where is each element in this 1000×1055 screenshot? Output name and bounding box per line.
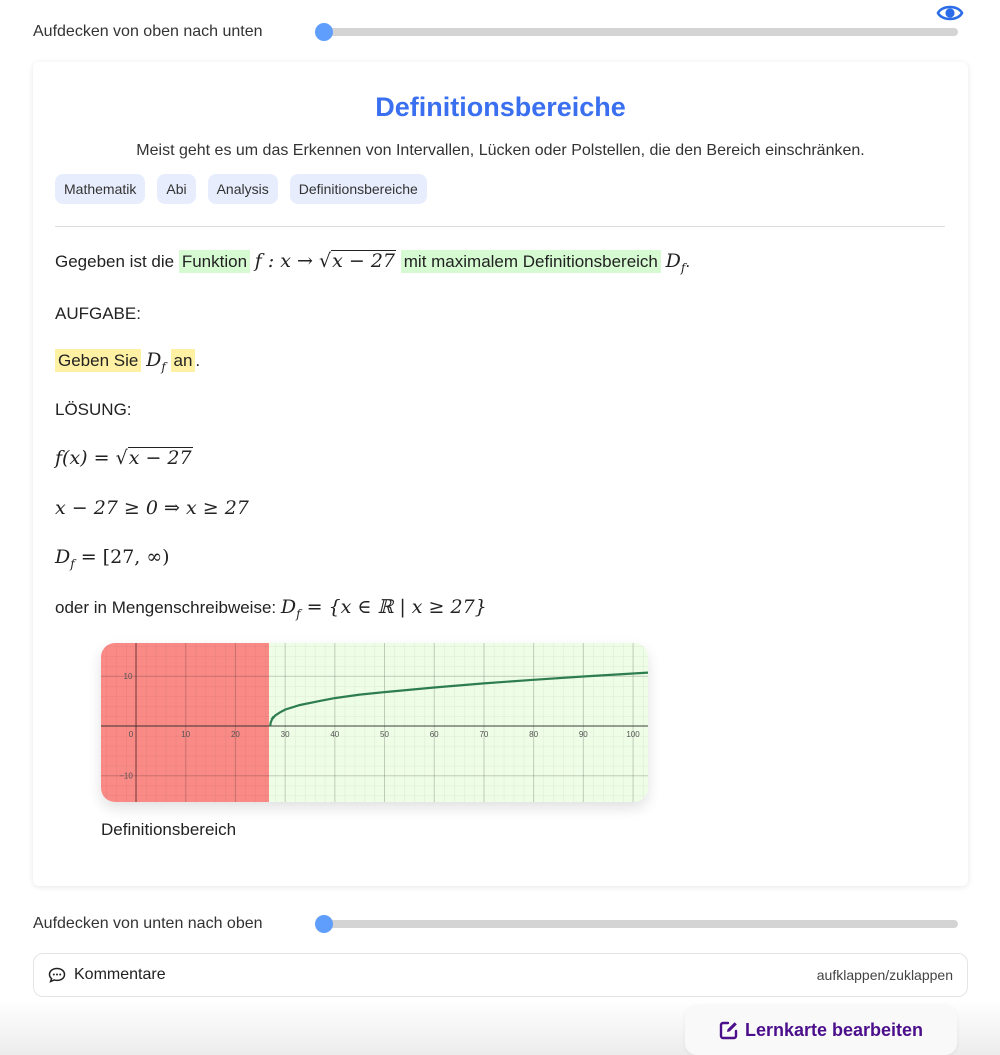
highlight-funktion: Funktion bbox=[179, 250, 250, 273]
svg-text:70: 70 bbox=[479, 730, 489, 739]
sol1-radicand: x − 27 bbox=[128, 447, 192, 469]
tag-list bbox=[55, 174, 427, 204]
solution-line-1: f(x) = √x − 27 bbox=[55, 447, 192, 469]
svg-text:30: 30 bbox=[280, 730, 290, 739]
function-formula: f : x → √x − 27 bbox=[254, 250, 396, 272]
given-prefix: Gegeben ist die bbox=[55, 252, 175, 271]
svg-text:60: 60 bbox=[429, 730, 439, 739]
comments-label: Kommentare bbox=[74, 966, 166, 983]
svg-text:−10: −10 bbox=[119, 771, 133, 781]
svg-text:50: 50 bbox=[380, 730, 389, 739]
d-sub: f bbox=[680, 260, 686, 275]
comment-icon bbox=[48, 967, 66, 983]
svg-text:f: f bbox=[270, 716, 274, 726]
svg-text:100: 100 bbox=[626, 730, 640, 739]
comments-panel-toggle[interactable] bbox=[33, 953, 968, 997]
d-sub: f bbox=[296, 606, 301, 621]
svg-text:40: 40 bbox=[330, 730, 340, 739]
divider bbox=[55, 226, 945, 227]
solution-line-2: x − 27 ≥ 0 ⇒ x ≥ 27 bbox=[55, 497, 249, 519]
task-heading: AUFGABE: bbox=[55, 304, 141, 323]
d: D bbox=[665, 250, 681, 272]
task-suffix: . bbox=[195, 351, 201, 370]
sol1-lhs: f(x) = bbox=[55, 447, 116, 469]
solution-line-4 bbox=[55, 596, 487, 621]
domain-symbol bbox=[146, 349, 166, 374]
solution-line-3 bbox=[55, 546, 170, 571]
sol4-rest: = {x ∈ ℝ | x ≥ 27} bbox=[300, 596, 487, 618]
reveal-bottom-up-label: Aufdecken von unten nach oben bbox=[33, 915, 263, 932]
svg-text:20: 20 bbox=[230, 730, 240, 739]
highlight-max-domain: mit maximalem Definitionsbereich bbox=[401, 250, 661, 273]
reveal-top-down-label: Aufdecken von oben nach unten bbox=[33, 23, 263, 40]
domain-graph bbox=[101, 643, 648, 802]
edit-icon bbox=[719, 1020, 739, 1040]
svg-text:10: 10 bbox=[123, 672, 133, 681]
reveal-top-down-slider-row bbox=[33, 20, 958, 44]
figure-caption: Definitionsbereich bbox=[101, 820, 237, 839]
d: D bbox=[280, 596, 297, 618]
reveal-bottom-up-slider-row bbox=[33, 912, 958, 936]
given-suffix: . bbox=[685, 252, 691, 271]
d: D bbox=[146, 349, 162, 371]
expand-collapse-link[interactable]: aufklappen/zuklappen bbox=[816, 967, 953, 983]
svg-text:80: 80 bbox=[529, 730, 539, 739]
tag-mathematik[interactable]: Mathematik bbox=[55, 174, 145, 204]
reveal-top-down-slider[interactable] bbox=[323, 28, 958, 36]
given-statement bbox=[55, 250, 690, 275]
tag-abi[interactable]: Abi bbox=[157, 174, 195, 204]
formula-lhs: f : x → bbox=[254, 250, 319, 272]
task-statement bbox=[55, 349, 200, 374]
highlight-geben-sie: Geben Sie bbox=[55, 349, 141, 372]
svg-text:90: 90 bbox=[578, 730, 588, 739]
tag-definitionsbereiche[interactable]: Definitionsbereiche bbox=[290, 174, 427, 204]
d-sub: f bbox=[161, 359, 166, 374]
formula-radicand: x − 27 bbox=[332, 250, 396, 272]
sol3-rest: = [27, ∞) bbox=[74, 546, 170, 568]
tag-analysis[interactable]: Analysis bbox=[208, 174, 278, 204]
reveal-bottom-up-slider[interactable] bbox=[323, 920, 958, 928]
graph-svg bbox=[101, 643, 648, 802]
flashcard bbox=[33, 62, 968, 886]
d: D bbox=[55, 546, 71, 568]
edit-flashcard-button[interactable] bbox=[685, 1005, 957, 1055]
svg-text:0: 0 bbox=[128, 730, 134, 739]
sol4-prefix: oder in Mengenschreibweise: bbox=[55, 598, 281, 617]
domain-symbol bbox=[665, 250, 686, 275]
eye-icon[interactable] bbox=[936, 2, 964, 24]
set-notation bbox=[280, 596, 487, 621]
svg-text:10: 10 bbox=[181, 730, 191, 739]
edit-button-label: Lernkarte bearbeiten bbox=[744, 1019, 924, 1040]
slider-thumb[interactable] bbox=[315, 23, 333, 41]
card-title: Definitionsbereiche bbox=[375, 92, 626, 122]
highlight-an: an bbox=[171, 349, 196, 372]
card-subtitle: Meist geht es um das Erkennen von Intervallen, Lücken oder Polstellen, die den Bereich einschränken. bbox=[136, 142, 865, 159]
slider-thumb[interactable] bbox=[315, 915, 333, 933]
d-sub: f bbox=[70, 556, 75, 571]
solution-heading: LÖSUNG: bbox=[55, 400, 132, 419]
